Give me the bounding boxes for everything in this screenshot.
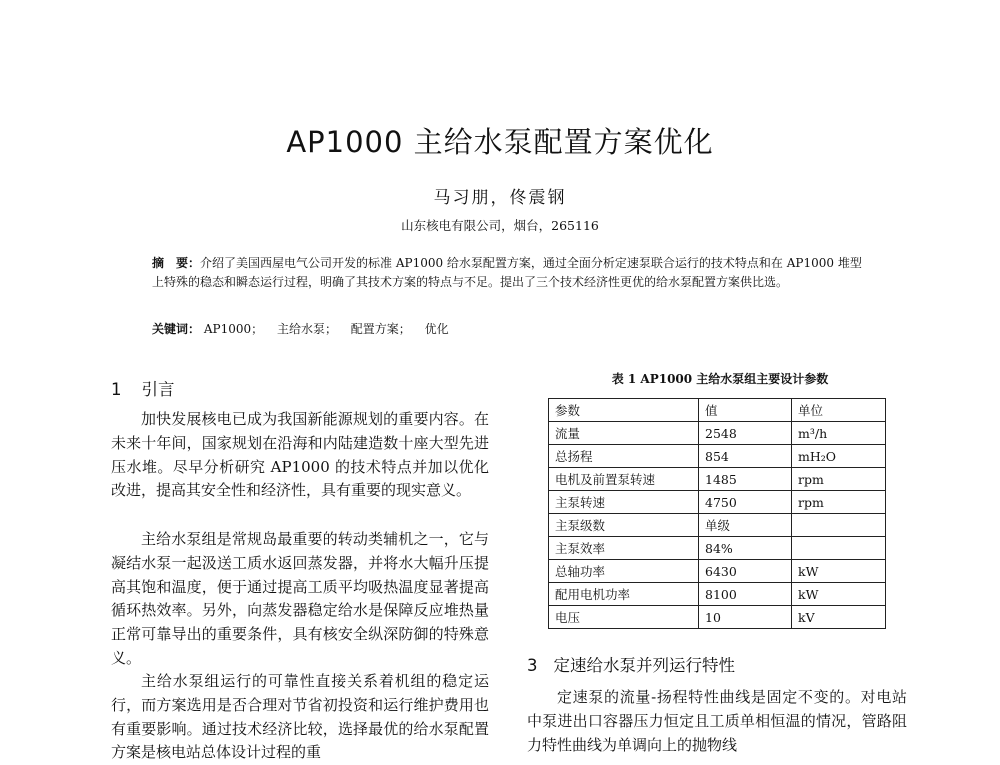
table-row (549, 583, 886, 606)
header-cell: 值 (699, 399, 792, 422)
section-title: 引言 (141, 380, 175, 399)
keyword: 主给水泵； (276, 322, 337, 336)
section-1-heading (111, 376, 175, 400)
table-row (549, 445, 886, 468)
table-cell: mH₂O (792, 445, 886, 468)
table-cell: 6430 (699, 560, 792, 583)
design-parameters-table (548, 398, 886, 629)
affiliation: 山东核电有限公司，烟台，265116 (401, 218, 599, 233)
table-cell (792, 537, 886, 560)
table-header-row (549, 399, 886, 422)
intro-paragraph-3: 主给水泵组运行的可靠性直接关系着机组的稳定运行，而方案选用是否合理对节省初投资和运行维护费用也有重要影响。通过技术经济比较，选择最优的给水泵配置方案是核电站总体设计过程的重 (111, 672, 489, 762)
table-cell: m³/h (792, 422, 886, 445)
table-cell: kW (792, 560, 886, 583)
table-cell: 8100 (699, 583, 792, 606)
abstract-text: 介绍了美国西屋电气公司开发的标准 AP1000 给水泵配置方案，通过全面分析定速泵联合运行的技术特点和在 AP1000 堆型上特殊的稳态和瞬态运行过程，明确了其技术方案的特点与不足。提出了三个技术经济性更优的给水泵配置方案供比选。 (152, 256, 862, 289)
table-cell: 流量 (549, 422, 699, 445)
section-title: 定速给水泵并列运行特性 (553, 656, 735, 675)
keyword: 配置方案； (350, 322, 411, 336)
table-cell: 单级 (699, 514, 792, 537)
table-row (549, 491, 886, 514)
section-number: 1 (111, 380, 122, 399)
table-row (549, 560, 886, 583)
table-cell: kV (792, 606, 886, 629)
table-cell: 4750 (699, 491, 792, 514)
abstract (152, 254, 862, 292)
table-row (549, 514, 886, 537)
table-cell: 电压 (549, 606, 699, 629)
keyword: 优化 (424, 322, 449, 336)
table-cell: kW (792, 583, 886, 606)
table-cell: 总轴功率 (549, 560, 699, 583)
table-cell: 1485 (699, 468, 792, 491)
header-cell: 单位 (792, 399, 886, 422)
table-cell: 2548 (699, 422, 792, 445)
table-row (549, 422, 886, 445)
table-cell (792, 514, 886, 537)
table-cell: rpm (792, 468, 886, 491)
header-cell: 参数 (549, 399, 699, 422)
keywords (152, 320, 459, 337)
table-row (549, 606, 886, 629)
table-cell: 总扬程 (549, 445, 699, 468)
section-3-paragraph: 定速泵的流量-扬程特性曲线是固定不变的。对电站中泵进出口容器压力恒定且工质单相恒温的情况，管路阻力特性曲线为单调向上的抛物线 (527, 688, 907, 754)
paper-title: AP1000 主给水泵配置方案优化 (286, 125, 714, 159)
table-cell: 主泵效率 (549, 537, 699, 560)
table-row (549, 468, 886, 491)
table-cell: 854 (699, 445, 792, 468)
table-cell: 84% (699, 537, 792, 560)
table-cell: 配用电机功率 (549, 583, 699, 606)
keyword: AP1000； (203, 322, 264, 336)
table-cell: rpm (792, 491, 886, 514)
table-caption: 表 1 AP1000 主给水泵组主要设计参数 (611, 372, 829, 386)
authors: 马习朋，佟震钢 (433, 188, 567, 208)
table-row (549, 537, 886, 560)
section-3-heading (527, 652, 735, 676)
table-cell: 主泵转速 (549, 491, 699, 514)
section-number: 3 (527, 656, 538, 675)
table-cell: 主泵级数 (549, 514, 699, 537)
table-cell: 10 (699, 606, 792, 629)
intro-paragraph-2: 主给水泵组是常规岛最重要的转动类辅机之一，它与凝结水泵一起汲送工质水返回蒸发器，并将水大幅升压提高其饱和温度，便于通过提高工质平均吸热温度显著提高循环热效率。另外，向蒸发器稳定给水是保障反应堆热量正常可靠导出的重要条件，具有核安全纵深防御的特殊意义。 (111, 530, 489, 667)
abstract-label: 摘 要： (152, 256, 201, 270)
table-cell: 电机及前置泵转速 (549, 468, 699, 491)
intro-paragraph-1: 加快发展核电已成为我国新能源规划的重要内容。在未来十年间，国家规划在沿海和内陆建造数十座大型先进压水堆。尽早分析研究 AP1000 的技术特点并加以优化改进，提高其安全性和经济性，具有重要的现实意义。 (111, 410, 489, 500)
keywords-label: 关键词： (152, 322, 201, 336)
